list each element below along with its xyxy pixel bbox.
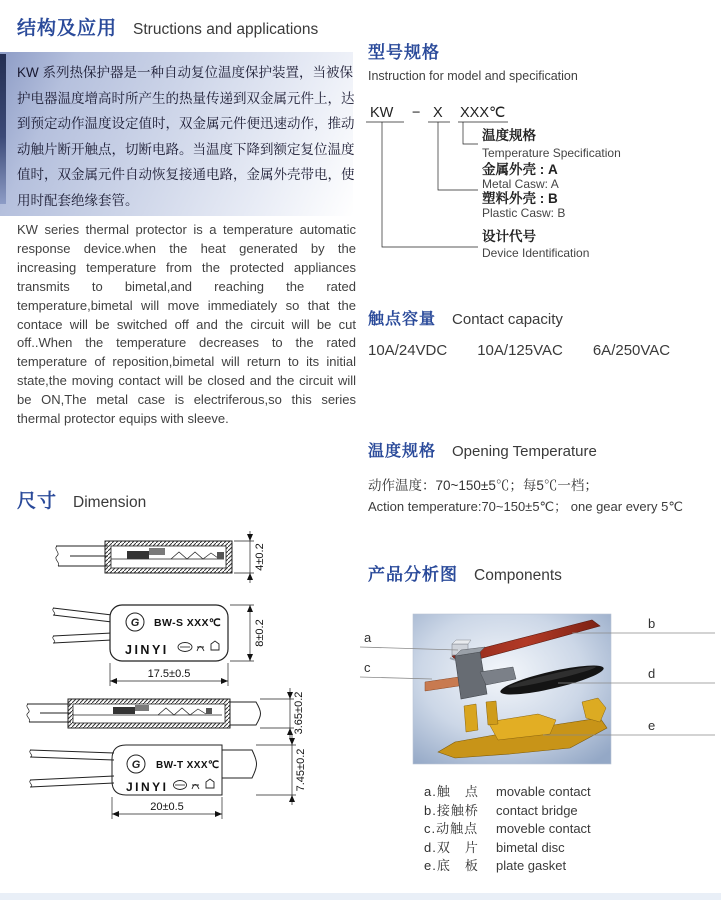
dim-body-length-2: 20±0.5 — [150, 801, 184, 813]
structions-heading — [17, 13, 318, 40]
components-heading-zh: 产品分析图 — [368, 565, 458, 584]
part-name-zh: a.触 点 — [424, 784, 479, 799]
opening-temperature-heading-en: Opening Temperature — [452, 443, 597, 460]
components-heading — [368, 560, 562, 585]
temp-spec-label-zh: 温度规格 — [482, 128, 536, 143]
chinese-line: 用时配套绝缘套管。 — [17, 192, 139, 208]
callout-c: c — [364, 660, 371, 675]
model-code-temperature: XXX℃ — [460, 105, 506, 121]
chinese-line: KW 系列热保护器是一种自动复位温度保护装置，当被保 — [17, 65, 353, 80]
metal-case-label-en: Metal Casw: A — [482, 177, 559, 191]
part-name-zh: e.底 板 — [424, 858, 479, 873]
device-id-label-zh: 设计代号 — [482, 229, 536, 244]
page-footer-band — [0, 893, 721, 900]
components-parts-list — [424, 781, 591, 874]
chinese-line: 动触片断开触点，切断电路。当温度下降到额定复位温度 — [17, 141, 355, 157]
brand-logo-letter: G — [131, 759, 141, 771]
rating-value: 6A/250VAC — [592, 342, 671, 359]
part-name-en: bimetal disc — [496, 839, 565, 855]
metal-case-label-zh: 金属外壳 : A — [482, 162, 558, 177]
dim-body-height-2: 7.45±0.2 — [295, 748, 307, 792]
callout-d: d — [648, 666, 656, 681]
rating-value: 10A/125VAC — [477, 342, 563, 359]
structions-heading-zh: 结构及应用 — [17, 18, 118, 39]
dimension-heading-zh: 尺寸 — [17, 491, 58, 512]
action-temperature-zh: 动作温度：70~150±5℃；每5℃一档； — [368, 478, 598, 493]
part-name-en: movable contact — [496, 784, 591, 799]
temp-spec-label-en: Temperature Specification — [482, 146, 621, 160]
cross-section-drawing-1 — [56, 531, 266, 583]
callout-e: e — [648, 718, 656, 733]
model-code-case: X — [433, 105, 443, 121]
brand-text-2: JINYI — [126, 780, 169, 794]
chinese-line: 值时，双金属元件自动恢复接通电路，金属外壳带电，使 — [17, 167, 355, 182]
model-code-separator: − — [412, 105, 421, 121]
dim-body-length-1: 17.5±0.5 — [147, 668, 191, 680]
part-item — [424, 800, 591, 819]
rating-value: 10A/24VDC — [368, 342, 448, 359]
chinese-line: 护电器温度增高时所产生的热量传递到双金属元件上，达 — [17, 90, 355, 106]
action-temperature-en: Action temperature:70~150±5℃； one gear every 5℃ — [368, 499, 683, 514]
contact-capacity-heading-en: Contact capacity — [452, 311, 563, 328]
model-spec-heading-en: Instruction for model and specification — [368, 69, 578, 83]
part-name-zh: c.动触点 — [424, 821, 479, 836]
callout-a: a — [364, 630, 372, 645]
plastic-case-label-en: Plastic Casw: B — [482, 206, 566, 220]
components-heading-en: Components — [474, 567, 562, 584]
top-view-drawing-1 — [53, 605, 266, 686]
dimension-drawings — [8, 523, 353, 828]
brand-text-1: JINYI — [125, 643, 169, 657]
dim-sleeve-height-1: 4±0.2 — [254, 543, 266, 571]
chinese-line: 到预定动作温度设定值时，双金属元件便迅速动作，推动 — [17, 116, 355, 131]
dim-body-height-1: 8±0.2 — [254, 619, 266, 647]
part-name-en: plate gasket — [496, 858, 567, 873]
marking-text-2: BW-T XXX℃ — [156, 760, 220, 771]
part-item — [424, 837, 591, 856]
dimension-heading — [17, 486, 146, 513]
contact-ratings — [368, 342, 670, 359]
contact-capacity-heading-zh: 触点容量 — [368, 311, 437, 328]
model-spec-heading-zh: 型号规格 — [368, 43, 440, 62]
part-name-en: moveble contact — [496, 821, 591, 836]
callout-b: b — [648, 616, 656, 631]
device-id-label-en: Device Identification — [482, 246, 590, 260]
brand-logo-letter: G — [130, 617, 140, 629]
model-code-diagram — [360, 100, 715, 270]
cross-section-drawing-2 — [27, 688, 305, 739]
components-figure — [360, 606, 715, 774]
part-item — [424, 781, 591, 800]
part-item — [424, 855, 591, 874]
plastic-case-label-zh: 塑料外壳 : B — [482, 191, 558, 206]
chinese-description-block — [0, 52, 353, 216]
structions-heading-en: Structions and applications — [133, 21, 319, 38]
dimension-heading-en: Dimension — [73, 494, 147, 511]
opening-temperature-heading-zh: 温度规格 — [368, 443, 437, 460]
certification-marks — [174, 779, 215, 790]
top-view-drawing-2 — [30, 735, 307, 819]
part-name-zh: b.接触桥 — [424, 802, 479, 818]
opening-temperature-heading — [368, 438, 597, 461]
marking-text-1: BW-S XXX℃ — [154, 617, 222, 629]
contact-capacity-heading — [368, 306, 563, 329]
model-code-prefix: KW — [370, 105, 394, 121]
model-spec-heading — [368, 38, 578, 83]
part-name-zh: d.双 片 — [424, 839, 479, 855]
dim-sleeve-height-2: 3.65±0.2 — [293, 691, 305, 735]
english-description-paragraph: KW series thermal protector is a temperature automatic response device.when the heat generated by the increasing temperature from the protected appliances transmits to bimetal,and reaching the rated temperature,bimetal will move immediately so that the contace will be switched off and the circuit will be cut off..When the temperature decreases to the rated temperature of reposition,bimetal will return to its initial state,the moving contact will be closed and the circuit will be ON,The metal case is electriferous,so this series thermal protector equips with sleeve. — [17, 222, 356, 427]
part-item — [424, 818, 591, 837]
part-name-en: contact bridge — [496, 802, 578, 818]
